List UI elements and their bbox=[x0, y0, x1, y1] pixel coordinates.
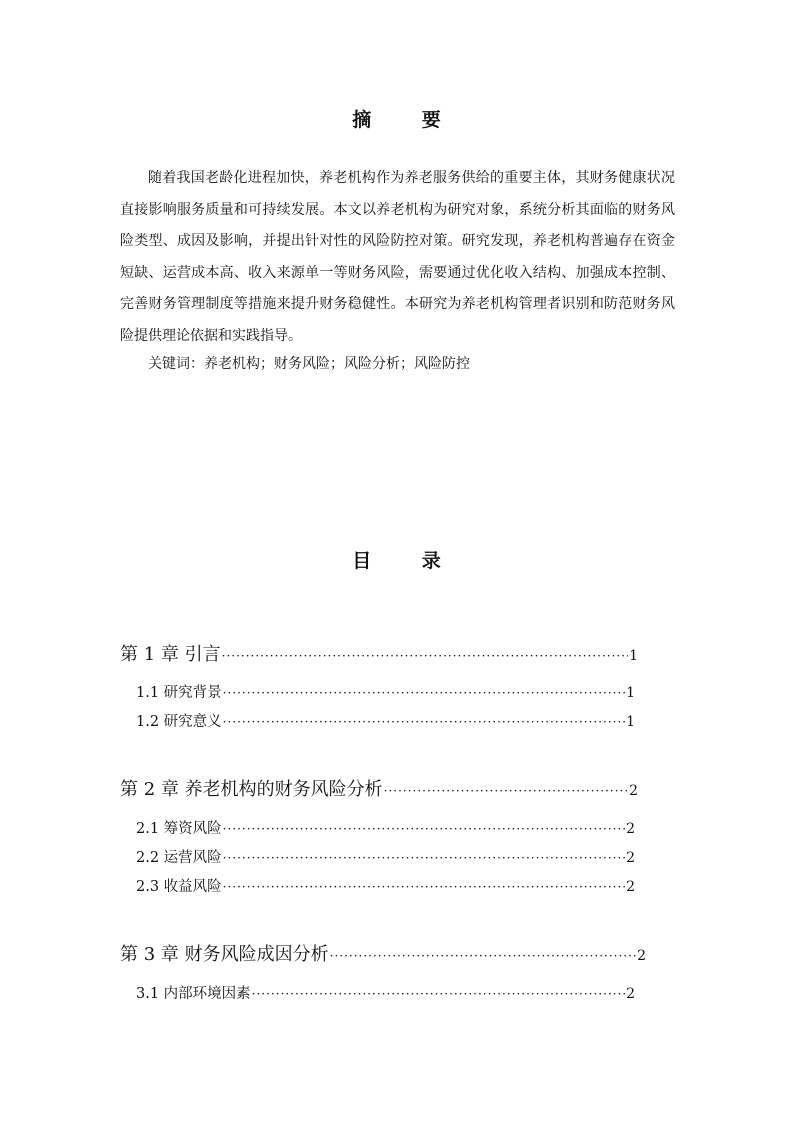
toc-section-2-3[interactable] bbox=[136, 875, 635, 896]
toc-leader-dots bbox=[223, 822, 625, 836]
toc-section-1-2[interactable] bbox=[136, 710, 635, 731]
toc-section-2-2-label: 2.2 运营风险 bbox=[136, 850, 222, 866]
toc-section-1-2-page: 1 bbox=[626, 714, 635, 730]
toc-chapter-2-label: 第 2 章 养老机构的财务风险分析 bbox=[120, 779, 383, 800]
toc-section-2-3-page: 2 bbox=[626, 879, 635, 895]
toc-section-1-1[interactable] bbox=[136, 681, 635, 702]
toc-leader-dots bbox=[223, 851, 625, 865]
toc-chapter-3-page: 2 bbox=[637, 948, 646, 964]
toc-title: 目 录 bbox=[352, 550, 463, 572]
toc-chapter-3-label: 第 3 章 财务风险成因分析 bbox=[120, 944, 329, 965]
toc-chapter-2[interactable] bbox=[120, 775, 638, 801]
keywords-line: 关键词：养老机构；财务风险；风险分析；风险防控 bbox=[148, 356, 470, 372]
abstract-body: 随着我国老龄化进程加快，养老机构作为养老服务供给的重要主体，其财务健康状况直接影响服务质量和可持续发展。本文以养老机构为研究对象，系统分析其面临的财务风险类型、成因及影响，并提出针对性的风险防控对策。研究发现，养老机构普遍存在资金短缺、运营成本高、收入来源单一等财务风险，需要通过优化收入结构、加强成本控制、完善财务管理制度等措施来提升财务稳健性。本研究为养老机构管理者识别和防范财务风险提供理论依据和实践指导。 bbox=[120, 170, 675, 344]
toc-leader-dots bbox=[384, 784, 628, 798]
toc-section-2-2[interactable] bbox=[136, 846, 635, 867]
toc-section-3-1[interactable] bbox=[136, 982, 635, 1003]
toc-section-2-2-page: 2 bbox=[626, 850, 635, 866]
toc-section-1-1-label: 1.1 研究背景 bbox=[136, 685, 222, 701]
toc-chapter-3[interactable] bbox=[120, 940, 646, 966]
toc-leader-dots bbox=[223, 686, 625, 700]
toc-leader-dots bbox=[222, 649, 628, 663]
toc-leader-dots bbox=[252, 987, 625, 1001]
toc-section-2-3-label: 2.3 收益风险 bbox=[136, 879, 222, 895]
toc-leader-dots bbox=[223, 715, 625, 729]
toc-section-2-1[interactable] bbox=[136, 817, 635, 838]
toc-leader-dots bbox=[330, 949, 636, 963]
toc-leader-dots bbox=[223, 880, 625, 894]
toc-section-1-1-page: 1 bbox=[626, 685, 635, 701]
abstract-title: 摘 要 bbox=[352, 109, 463, 131]
toc-section-2-1-label: 2.1 筹资风险 bbox=[136, 821, 222, 837]
toc-chapter-1-page: 1 bbox=[629, 648, 638, 664]
toc-chapter-1-label: 第 1 章 引言 bbox=[120, 644, 221, 665]
toc-section-3-1-page: 2 bbox=[626, 986, 635, 1002]
toc-chapter-2-page: 2 bbox=[629, 783, 638, 799]
toc-section-3-1-label: 3.1 内部环境因素 bbox=[136, 986, 251, 1002]
toc-chapter-1[interactable] bbox=[120, 640, 638, 666]
toc-section-2-1-page: 2 bbox=[626, 821, 635, 837]
toc-section-1-2-label: 1.2 研究意义 bbox=[136, 714, 222, 730]
